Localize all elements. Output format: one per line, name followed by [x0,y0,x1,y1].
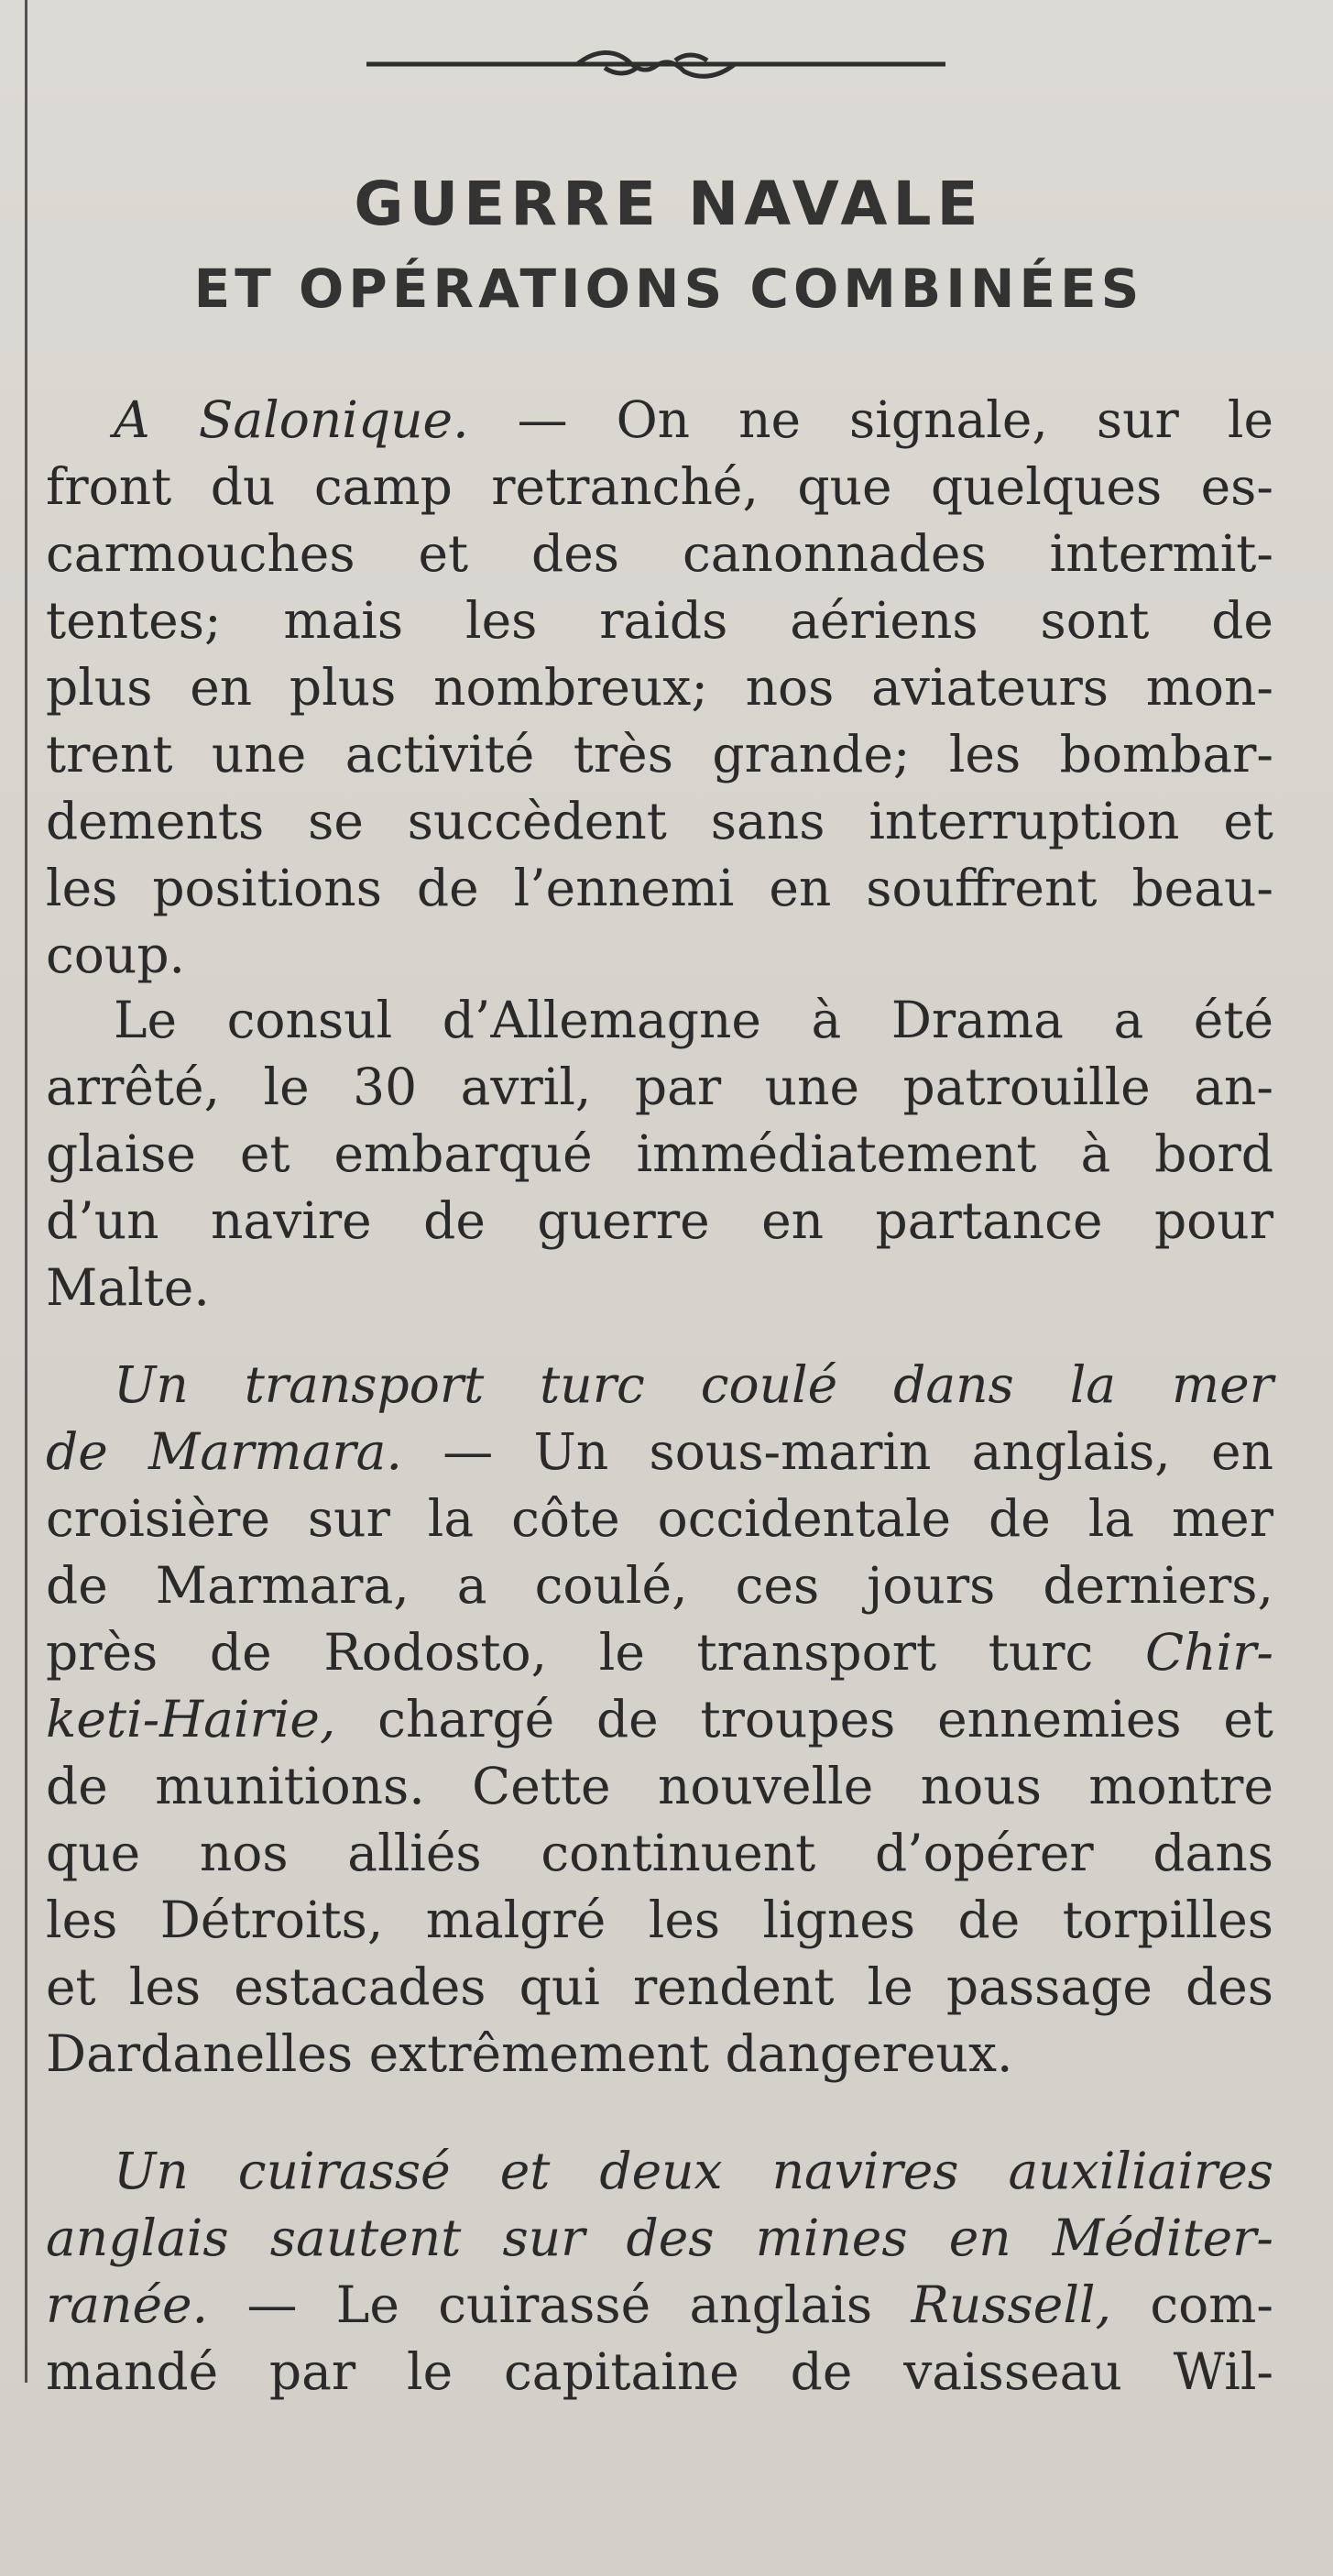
ship-name: keti-Hairie, [46,1690,336,1748]
text-line: Dardanelles extrêmement dangereux. [46,2024,1013,2083]
paragraph-salonique [46,387,1273,989]
text-line: croisière sur la côte occidentale de la mer [46,1489,1273,1548]
text-line [46,387,1273,454]
text-line: de munitions. Cette nouvelle nous montre [46,1757,1273,1815]
text-span: — Un sous-marin anglais, en [401,1422,1274,1481]
text-line: front du camp retranché, que quelques es- [46,457,1273,516]
text-line: d’un navire de guerre en partance pour [46,1191,1273,1250]
text-line [46,1686,1273,1753]
text-line: les Détroits, malgré les lignes de torpilles [46,1891,1273,1949]
text-line [46,1619,1273,1686]
text-line: dements se succèdent sans interruption et [46,792,1273,850]
paragraph-marmara [46,1352,1273,2088]
text-line: mandé par le capitaine de vaisseau Wil- [46,2342,1273,2401]
text-line: plus en plus nombreux; nos aviateurs mon- [46,658,1273,717]
text-line: de Marmara, a coulé, ces jours derniers, [46,1556,1273,1615]
text-line [46,2272,1273,2339]
text-line: et les estacades qui rendent le passage des [46,1957,1273,2016]
text-line: Le consul d’Allemagne à Drama a été [114,991,1273,1049]
section-lead: Un cuirassé et deux navires auxiliaires [114,2142,1273,2200]
text-line: que nos alliés continuent d’opérer dans [46,1824,1273,1882]
text-line: arrêté, le 30 avril, par une patrouille an- [46,1058,1273,1116]
text-line: les positions de l’ennemi en souffrent beau- [46,859,1273,917]
section-lead: de Marmara. [46,1422,402,1481]
text-line: Malte. [46,1258,210,1317]
text-line: carmouches et des canonnades intermit- [46,524,1273,583]
text-line: coup. [46,926,186,984]
ship-name: Chir- [1145,1623,1273,1682]
paragraph-consul [46,987,1273,1321]
text-span: com- [1110,2275,1273,2334]
section-lead: Un transport turc coulé dans la mer [114,1355,1273,1414]
headline-subtitle: ET OPÉRATIONS COMBINÉES [193,258,1144,320]
column-rule [25,0,27,2383]
section-lead: A Salonique. [114,390,469,449]
text-line [46,1419,1273,1485]
ship-name: Russell, [911,2275,1111,2334]
ornament-divider-icon [366,48,945,84]
text-line: trent une activité très grande; les bombar- [46,725,1273,784]
paragraph-cuirasse [46,2138,1273,2406]
text-line: glaise et embarqué immédiatement à bord [46,1124,1273,1183]
text-line: tentes; mais les raids aériens sont de [46,591,1273,650]
text-span: près de Rodosto, le transport turc [46,1623,1146,1682]
text-span: — Le cuirassé anglais [208,2275,912,2334]
text-span: — On ne signale, sur le [468,390,1273,449]
section-lead: ranée. [46,2275,209,2334]
text-span: chargé de troupes ennemies et [335,1690,1273,1748]
headline-title: GUERRE NAVALE [354,169,984,239]
section-lead: anglais sautent sur des mines en Méditer- [46,2209,1273,2267]
